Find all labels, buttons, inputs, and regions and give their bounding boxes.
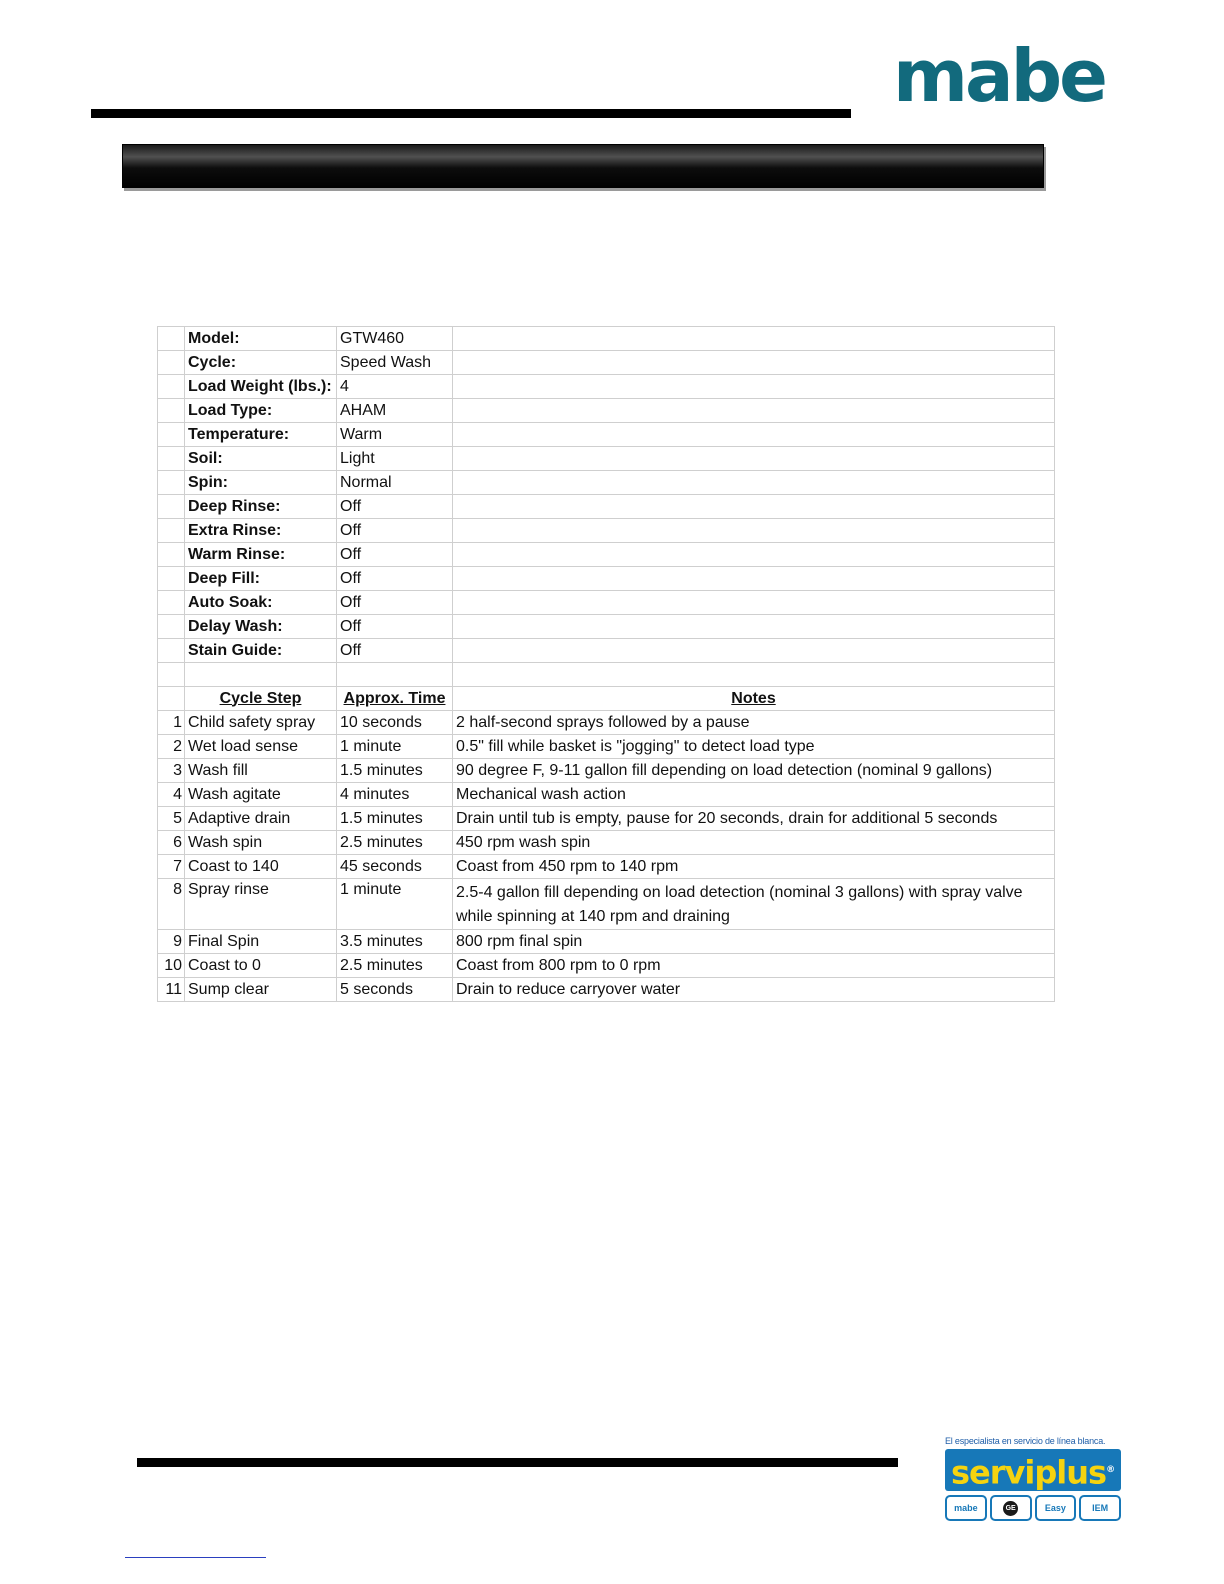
settings-row bbox=[158, 495, 1055, 519]
setting-value: Off bbox=[337, 567, 453, 591]
setting-value: Off bbox=[337, 615, 453, 639]
row-index-cell bbox=[158, 543, 185, 567]
row-index-cell bbox=[158, 639, 185, 663]
step-time: 10 seconds bbox=[337, 711, 453, 735]
step-notes: 0.5" fill while basket is "jogging" to detect load type bbox=[453, 735, 1055, 759]
step-number: 6 bbox=[158, 831, 185, 855]
settings-row bbox=[158, 471, 1055, 495]
step-row bbox=[158, 735, 1055, 759]
row-index-cell bbox=[158, 567, 185, 591]
step-name: Wash spin bbox=[185, 831, 337, 855]
hyperlink-underline bbox=[125, 1557, 266, 1558]
step-name: Final Spin bbox=[185, 930, 337, 954]
step-name: Adaptive drain bbox=[185, 807, 337, 831]
row-index-cell bbox=[158, 399, 185, 423]
step-row bbox=[158, 930, 1055, 954]
step-notes: Mechanical wash action bbox=[453, 783, 1055, 807]
step-notes: Coast from 450 rpm to 140 rpm bbox=[453, 855, 1055, 879]
serviplus-name: serviplus bbox=[951, 1453, 1107, 1492]
setting-value: Warm bbox=[337, 423, 453, 447]
setting-label: Load Type: bbox=[185, 399, 337, 423]
setting-value: Light bbox=[337, 447, 453, 471]
sub-brand-iem-label: IEM bbox=[1092, 1503, 1109, 1513]
setting-value: 4 bbox=[337, 375, 453, 399]
setting-label: Delay Wash: bbox=[185, 615, 337, 639]
row-index-cell bbox=[158, 327, 185, 351]
setting-label: Stain Guide: bbox=[185, 639, 337, 663]
settings-row bbox=[158, 639, 1055, 663]
setting-notes-cell bbox=[453, 639, 1055, 663]
serviplus-tagline: El especialista en servicio de línea blanca. bbox=[945, 1436, 1106, 1446]
step-name: Coast to 0 bbox=[185, 954, 337, 978]
setting-notes-cell bbox=[453, 543, 1055, 567]
setting-value: Off bbox=[337, 519, 453, 543]
sub-brand-easy bbox=[1035, 1495, 1077, 1521]
step-time: 1.5 minutes bbox=[337, 759, 453, 783]
setting-label: Cycle: bbox=[185, 351, 337, 375]
settings-row bbox=[158, 615, 1055, 639]
settings-row bbox=[158, 591, 1055, 615]
setting-value: Off bbox=[337, 591, 453, 615]
step-row bbox=[158, 759, 1055, 783]
setting-label: Model: bbox=[185, 327, 337, 351]
setting-label: Warm Rinse: bbox=[185, 543, 337, 567]
header-rule bbox=[91, 109, 851, 118]
sub-brand-iem bbox=[1079, 1495, 1121, 1521]
step-name: Child safety spray bbox=[185, 711, 337, 735]
setting-notes-cell bbox=[453, 591, 1055, 615]
setting-label: Extra Rinse: bbox=[185, 519, 337, 543]
setting-notes-cell bbox=[453, 399, 1055, 423]
setting-value: Off bbox=[337, 543, 453, 567]
row-index-cell bbox=[158, 591, 185, 615]
settings-row bbox=[158, 399, 1055, 423]
step-row bbox=[158, 879, 1055, 930]
cycle-spec-table bbox=[157, 326, 1055, 1002]
step-time: 3.5 minutes bbox=[337, 930, 453, 954]
mabe-logo: mabe bbox=[893, 34, 1105, 118]
sub-brand-mabe bbox=[945, 1495, 987, 1521]
settings-row bbox=[158, 543, 1055, 567]
setting-notes-cell bbox=[453, 495, 1055, 519]
step-number: 2 bbox=[158, 735, 185, 759]
setting-value: Off bbox=[337, 495, 453, 519]
step-row bbox=[158, 807, 1055, 831]
sub-brand-ge bbox=[990, 1495, 1032, 1521]
title-bar bbox=[122, 144, 1044, 188]
step-notes: 800 rpm final spin bbox=[453, 930, 1055, 954]
blank-cell bbox=[185, 663, 337, 687]
setting-value: Off bbox=[337, 639, 453, 663]
row-index-cell bbox=[158, 495, 185, 519]
column-header-notes: Notes bbox=[453, 687, 1055, 711]
setting-label: Deep Fill: bbox=[185, 567, 337, 591]
setting-label: Load Weight (lbs.): bbox=[185, 375, 337, 399]
step-row bbox=[158, 783, 1055, 807]
step-row bbox=[158, 711, 1055, 735]
serviplus-wordmark bbox=[945, 1449, 1121, 1491]
registered-mark: ® bbox=[1106, 1465, 1115, 1475]
step-number: 5 bbox=[158, 807, 185, 831]
step-number: 9 bbox=[158, 930, 185, 954]
step-time: 1.5 minutes bbox=[337, 807, 453, 831]
step-notes: 450 rpm wash spin bbox=[453, 831, 1055, 855]
step-row bbox=[158, 831, 1055, 855]
step-number: 8 bbox=[158, 879, 185, 930]
step-number: 1 bbox=[158, 711, 185, 735]
step-time: 2.5 minutes bbox=[337, 954, 453, 978]
ge-logo-icon: GE bbox=[1003, 1501, 1018, 1516]
setting-label: Temperature: bbox=[185, 423, 337, 447]
step-time: 4 minutes bbox=[337, 783, 453, 807]
settings-row bbox=[158, 567, 1055, 591]
settings-row bbox=[158, 519, 1055, 543]
step-name: Spray rinse bbox=[185, 879, 337, 930]
settings-row bbox=[158, 375, 1055, 399]
setting-notes-cell bbox=[453, 423, 1055, 447]
settings-row bbox=[158, 423, 1055, 447]
setting-notes-cell bbox=[453, 327, 1055, 351]
settings-row bbox=[158, 447, 1055, 471]
setting-label: Deep Rinse: bbox=[185, 495, 337, 519]
setting-notes-cell bbox=[453, 615, 1055, 639]
setting-value: AHAM bbox=[337, 399, 453, 423]
setting-label: Auto Soak: bbox=[185, 591, 337, 615]
settings-row bbox=[158, 351, 1055, 375]
sub-brand-easy-label: Easy bbox=[1044, 1503, 1066, 1513]
setting-value: GTW460 bbox=[337, 327, 453, 351]
setting-notes-cell bbox=[453, 351, 1055, 375]
step-number: 4 bbox=[158, 783, 185, 807]
setting-value: Normal bbox=[337, 471, 453, 495]
row-index-cell bbox=[158, 615, 185, 639]
index-header-cell bbox=[158, 687, 185, 711]
step-notes: Coast from 800 rpm to 0 rpm bbox=[453, 954, 1055, 978]
setting-label: Soil: bbox=[185, 447, 337, 471]
step-notes: 90 degree F, 9-11 gallon fill depending on load detection (nominal 9 gallons) bbox=[453, 759, 1055, 783]
step-row bbox=[158, 954, 1055, 978]
spec-body bbox=[158, 327, 1055, 1002]
step-name: Wet load sense bbox=[185, 735, 337, 759]
step-time: 1 minute bbox=[337, 879, 453, 930]
row-index-cell bbox=[158, 375, 185, 399]
column-header-step: Cycle Step bbox=[185, 687, 337, 711]
setting-notes-cell bbox=[453, 519, 1055, 543]
step-name: Sump clear bbox=[185, 978, 337, 1002]
setting-label: Spin: bbox=[185, 471, 337, 495]
step-row bbox=[158, 978, 1055, 1002]
setting-notes-cell bbox=[453, 471, 1055, 495]
step-number: 11 bbox=[158, 978, 185, 1002]
step-number: 7 bbox=[158, 855, 185, 879]
row-index-cell bbox=[158, 471, 185, 495]
step-notes: Drain to reduce carryover water bbox=[453, 978, 1055, 1002]
step-number: 3 bbox=[158, 759, 185, 783]
step-name: Wash agitate bbox=[185, 783, 337, 807]
blank-row bbox=[158, 663, 1055, 687]
serviplus-logo bbox=[945, 1436, 1121, 1521]
setting-notes-cell bbox=[453, 567, 1055, 591]
step-name: Wash fill bbox=[185, 759, 337, 783]
footer-rule bbox=[137, 1458, 898, 1467]
step-notes: 2.5-4 gallon fill depending on load detection (nominal 3 gallons) with spray valve while spinning at 140 rpm and draining bbox=[453, 879, 1055, 930]
column-header-time: Approx. Time bbox=[337, 687, 453, 711]
blank-cell bbox=[453, 663, 1055, 687]
setting-value: Speed Wash bbox=[337, 351, 453, 375]
row-index-cell bbox=[158, 447, 185, 471]
step-notes: Drain until tub is empty, pause for 20 seconds, drain for additional 5 seconds bbox=[453, 807, 1055, 831]
step-time: 5 seconds bbox=[337, 978, 453, 1002]
row-index-cell bbox=[158, 423, 185, 447]
step-row bbox=[158, 855, 1055, 879]
column-header-row bbox=[158, 687, 1055, 711]
step-time: 45 seconds bbox=[337, 855, 453, 879]
setting-notes-cell bbox=[453, 375, 1055, 399]
step-notes: 2 half-second sprays followed by a pause bbox=[453, 711, 1055, 735]
step-time: 2.5 minutes bbox=[337, 831, 453, 855]
row-index-cell bbox=[158, 351, 185, 375]
settings-row bbox=[158, 327, 1055, 351]
sub-brand-row bbox=[945, 1495, 1121, 1521]
step-name: Coast to 140 bbox=[185, 855, 337, 879]
sub-brand-mabe-label: mabe bbox=[954, 1503, 978, 1513]
blank-cell bbox=[158, 663, 185, 687]
blank-cell bbox=[337, 663, 453, 687]
step-number: 10 bbox=[158, 954, 185, 978]
step-time: 1 minute bbox=[337, 735, 453, 759]
row-index-cell bbox=[158, 519, 185, 543]
setting-notes-cell bbox=[453, 447, 1055, 471]
